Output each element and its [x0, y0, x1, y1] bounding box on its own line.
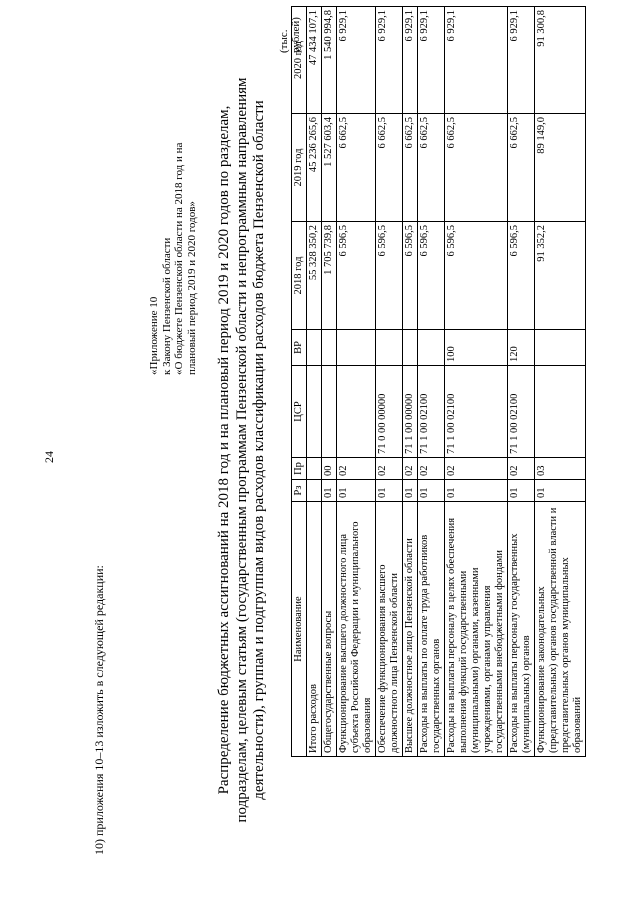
row-vr-cell: [535, 330, 586, 366]
row-csr-cell: 71 1 00 02100: [445, 366, 508, 458]
row-2020-cell: 47 434 107,1: [307, 7, 322, 114]
row-vr-cell: [418, 330, 445, 366]
col-header-rz: Рз: [292, 480, 307, 502]
page-number: 24: [42, 451, 56, 463]
appendix-line: «Приложение 10: [148, 296, 160, 375]
row-name-cell: Общегосударственные вопросы: [322, 502, 337, 757]
row-2020-cell: 91 300,8: [535, 7, 586, 114]
row-rz-cell: [307, 480, 322, 502]
row-name-cell: Расходы на выплаты персоналу в целях обеспечения выполнения функций государственными (муниципальными) органами, казенными учреждениями, органами управления государственными внебюджетными фондами: [445, 502, 508, 757]
col-header-csr: ЦСР: [292, 366, 307, 458]
row-csr-cell: [307, 366, 322, 458]
row-2018-cell: 6 596,5: [337, 222, 376, 330]
row-2018-cell: 6 596,5: [418, 222, 445, 330]
col-header-pr: Пр: [292, 458, 307, 480]
row-2019-cell: 6 662,5: [445, 114, 508, 222]
row-2020-cell: 6 929,1: [445, 7, 508, 114]
row-pr-cell: [307, 458, 322, 480]
row-vr-cell: [376, 330, 403, 366]
row-rz-cell: 01: [418, 480, 445, 502]
row-name-cell: Расходы на выплаты персоналу государственных (муниципальных) органов: [508, 502, 535, 757]
row-2019-cell: 6 662,5: [337, 114, 376, 222]
rotated-landscape-content: [20, 5, 620, 895]
title-line: подразделам, целевым статьям (государственным программам Пензенской области и непрограммным направлениям: [233, 77, 250, 823]
row-name-cell: Обеспечение функционирования высшего должностного лица Пензенской области: [376, 502, 403, 757]
title-line: Распределение бюджетных ассигнований на 2018 год и на плановый период 2019 и 2020 годов по разделам,: [216, 105, 232, 795]
row-2018-cell: 91 352,2: [535, 222, 586, 330]
appendix-line: плановый период 2019 и 2020 годов»: [185, 201, 198, 375]
appendix-line: «О бюджете Пензенской области на 2018 год и на: [173, 142, 185, 375]
row-pr-cell: 02: [508, 458, 535, 480]
row-name-cell: Расходы на выплаты по оплате труда работников государственных органов: [418, 502, 445, 757]
row-2020-cell: 6 929,1: [403, 7, 418, 114]
document-title: [216, 5, 269, 895]
units-label: (тыс. рублей): [278, 17, 302, 53]
row-2018-cell: 6 596,5: [376, 222, 403, 330]
table-header-row: [292, 7, 307, 757]
row-2020-cell: 6 929,1: [337, 7, 376, 114]
appendix-header: [148, 45, 198, 375]
table-row: [403, 7, 418, 757]
col-header-name: Наименование: [292, 502, 307, 757]
budget-table: [291, 6, 586, 757]
row-csr-cell: 71 1 00 02100: [508, 366, 535, 458]
row-vr-cell: [307, 330, 322, 366]
row-name-cell: Высшее должностное лицо Пензенской области: [403, 502, 418, 757]
row-pr-cell: 02: [445, 458, 508, 480]
row-2019-cell: 6 662,5: [418, 114, 445, 222]
col-header-vr: ВР: [292, 330, 307, 366]
table-row: [508, 7, 535, 757]
row-2018-cell: 55 328 350,2: [307, 222, 322, 330]
row-rz-cell: 01: [445, 480, 508, 502]
row-rz-cell: 01: [322, 480, 337, 502]
row-rz-cell: 01: [535, 480, 586, 502]
title-line: деятельности), группам и подгруппам видов расходов классификации расходов бюджета Пензенской области: [251, 100, 267, 800]
row-2019-cell: 89 149,0: [535, 114, 586, 222]
row-2018-cell: 6 596,5: [508, 222, 535, 330]
table-row: [535, 7, 586, 757]
table-row: [337, 7, 376, 757]
row-csr-cell: [535, 366, 586, 458]
row-csr-cell: [337, 366, 376, 458]
col-header-2020: 2020 год: [292, 7, 307, 114]
table-row: [445, 7, 508, 757]
row-rz-cell: 01: [376, 480, 403, 502]
appendix-line: к Закону Пензенской области: [160, 237, 173, 375]
col-header-2019: 2019 год: [292, 114, 307, 222]
table-row: [307, 7, 322, 757]
row-pr-cell: 02: [337, 458, 376, 480]
row-rz-cell: 01: [403, 480, 418, 502]
row-rz-cell: 01: [508, 480, 535, 502]
row-2018-cell: 6 596,5: [445, 222, 508, 330]
row-2019-cell: 6 662,5: [508, 114, 535, 222]
row-pr-cell: 02: [418, 458, 445, 480]
row-vr-cell: 120: [508, 330, 535, 366]
row-pr-cell: 02: [376, 458, 403, 480]
row-pr-cell: 02: [403, 458, 418, 480]
row-pr-cell: 00: [322, 458, 337, 480]
row-2019-cell: 45 236 265,6: [307, 114, 322, 222]
table-body: [307, 7, 586, 757]
row-name-cell: Итого расходов: [307, 502, 322, 757]
row-vr-cell: [322, 330, 337, 366]
row-name-cell: Функционирование законодательных (представительных) органов государственной власти и представительных органов муниципальных образований: [535, 502, 586, 757]
row-rz-cell: 01: [337, 480, 376, 502]
row-2020-cell: 6 929,1: [418, 7, 445, 114]
row-2018-cell: 1 705 739,8: [322, 222, 337, 330]
row-name-cell: Функционирование высшего должностного лица субъекта Российской Федерации и муниципального образования: [337, 502, 376, 757]
row-csr-cell: 71 1 00 00000: [403, 366, 418, 458]
row-csr-cell: [322, 366, 337, 458]
row-2019-cell: 1 527 603,4: [322, 114, 337, 222]
row-pr-cell: 03: [535, 458, 586, 480]
table-row: [418, 7, 445, 757]
intro-line: 10) приложения 10–13 изложить в следующей редакции:: [92, 565, 106, 855]
row-2020-cell: 1 540 994,8: [322, 7, 337, 114]
row-vr-cell: 100: [445, 330, 508, 366]
row-csr-cell: 71 1 00 02100: [418, 366, 445, 458]
row-2020-cell: 6 929,1: [508, 7, 535, 114]
row-csr-cell: 71 0 00 00000: [376, 366, 403, 458]
table-row: [376, 7, 403, 757]
row-vr-cell: [337, 330, 376, 366]
row-2018-cell: 6 596,5: [403, 222, 418, 330]
row-vr-cell: [403, 330, 418, 366]
row-2020-cell: 6 929,1: [376, 7, 403, 114]
row-2019-cell: 6 662,5: [376, 114, 403, 222]
col-header-2018: 2018 год: [292, 222, 307, 330]
table-row: [322, 7, 337, 757]
row-2019-cell: 6 662,5: [403, 114, 418, 222]
